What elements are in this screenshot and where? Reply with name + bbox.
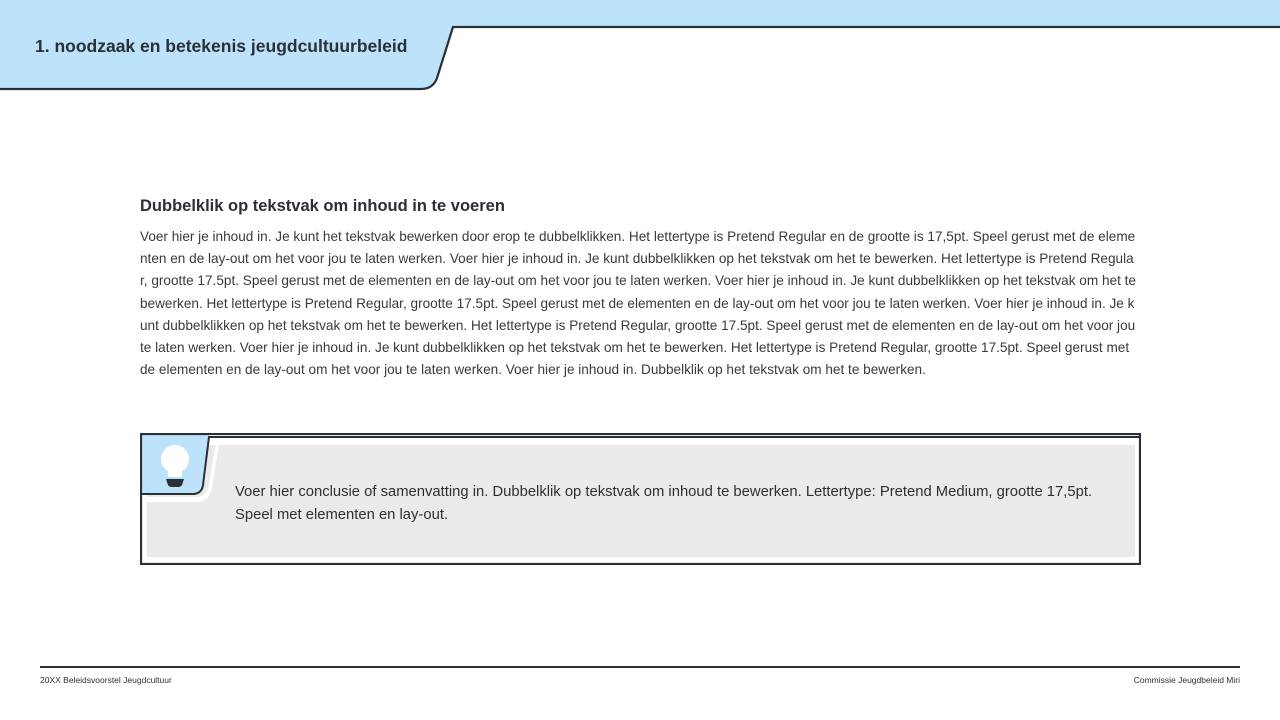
conclusion-box[interactable] bbox=[140, 433, 1141, 565]
footer-divider bbox=[40, 666, 1240, 668]
lightbulb-icon bbox=[157, 443, 193, 487]
content-body-text[interactable]: Voer hier je inhoud in. Je kunt het tekstvak bewerken door erop te dubbelklikken. Het lettertype is Pretend Regular en de grootte is 17,5pt. Speel gerust met de elementen en de lay-out om het voor jou te laten werken. Voer hier je inhoud in. Je kunt dubbelklikken op het tekstvak om het te bewerken. Het lettertype is Pretend Regular, grootte 17.5pt. Speel gerust met de elementen en de lay-out om het voor jou te laten werken. Voer hier je inhoud in. Je kunt dubbelklikken op het tekstvak om het te bewerken. Het lettertype is Pretend Regular, grootte 17.5pt. Speel gerust met de elementen en de lay-out om het voor jou te laten werken. Voer hier je inhoud in. Je kunt dubbelklikken op het tekstvak om het te bewerken. Het lettertype is Pretend Regular, grootte 17.5pt. Speel gerust met de elementen en de lay-out om het voor jou te laten werken. Voer hier je inhoud in. Je kunt dubbelklikken op het tekstvak om het te bewerken. Het lettertype is Pretend Regular, grootte 17.5pt. Speel gerust met de elementen en de lay-out om het voor jou te laten werken. Voer hier je inhoud in. Dubbelklik op het tekstvak om het te bewerken. bbox=[140, 229, 1136, 378]
footer-left-text: 20XX Beleidsvoorstel Jeugdcultuur bbox=[40, 675, 172, 685]
conclusion-text[interactable]: Voer hier conclusie of samenvatting in. Dubbelklik op tekstvak om inhoud te bewerken. Lettertype: Pretend Medium, grootte 17,5pt. Speel met elementen en lay-out. bbox=[235, 484, 1093, 523]
content-heading[interactable]: Dubbelklik op tekstvak om inhoud in te voeren bbox=[140, 197, 505, 215]
section-title: 1. noodzaak en betekenis jeugdcultuurbeleid bbox=[35, 36, 408, 56]
footer-right-text: Commissie Jeugdbeleid Miri bbox=[1133, 675, 1240, 685]
content-area bbox=[140, 195, 1140, 381]
